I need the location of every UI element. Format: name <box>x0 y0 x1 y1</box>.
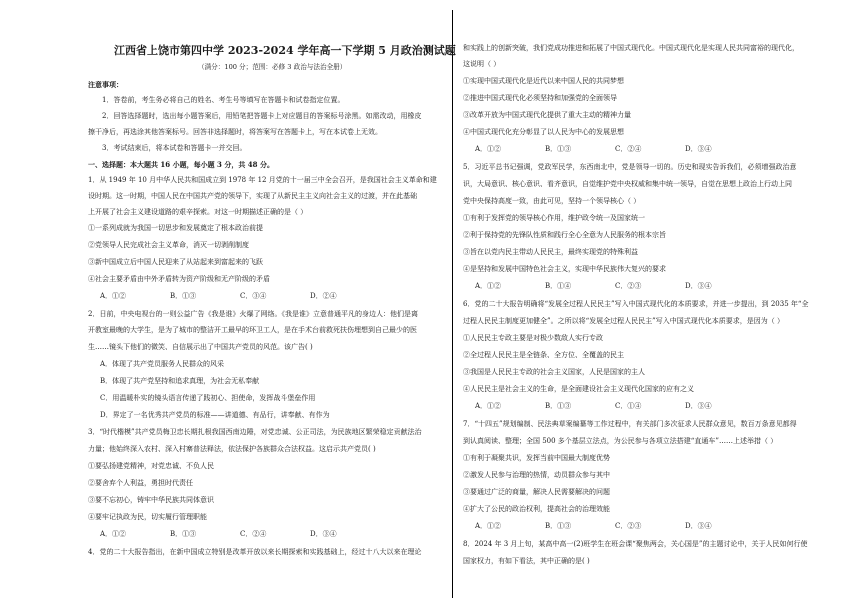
q7-choice: ④扩大了公民的政治权利，提高社会的治理效能 <box>463 505 610 513</box>
q4-choice: ③改革开放为中国式现代化提供了重大主动的精神力量 <box>463 111 631 119</box>
column-divider <box>452 10 453 598</box>
q6-line: 过程人民民主制度更加健全”。之所以将“发展全过程人民民主”写入中国式现代化本质要求，是因为（ ） <box>463 317 784 325</box>
q4-choice: ②推进中国式现代化必须坚持和加强党的全面领导 <box>463 94 617 102</box>
q3-choice: ③要不忘初心，铸牢中华民族共同体意识 <box>88 496 214 504</box>
q4-line: 这说明（ ） <box>463 60 501 68</box>
q4-options <box>475 145 755 154</box>
q6-line: 6．党的二十大报告明确将“发展全过程人民民主”写入中国式现代化的本质要求，并进一步提出，到 2035 年“全 <box>463 300 809 308</box>
q2-line: 2．日前，中央电视台的一则公益广告《我是谁》火爆了网络。《我是谁》立意普通平凡的身边人：他们是离 <box>88 310 418 318</box>
option-b: B．①③ <box>170 530 197 538</box>
q7-choice: ②激发人民参与治理的热情，动员群众参与其中 <box>463 471 610 479</box>
notice-heading: 注意事项： <box>88 80 123 89</box>
q4-choice: ④中国式现代化充分彰显了以人民为中心的发展思想 <box>463 128 624 136</box>
q4-choice: ①实现中国式现代化是近代以来中国人民的共同梦想 <box>463 77 624 85</box>
q3-options <box>100 530 380 539</box>
option-c: C．②③ <box>615 282 642 290</box>
option-a: A．①② <box>475 402 502 410</box>
q5-choice: ①有利于发挥党的领导核心作用，维护政令统一及国家统一 <box>463 214 645 222</box>
q5-line: 识，大局意识、核心意识、看齐意识，自觉维护党中央权威和集中统一领导，自觉在思想上政治上行动上同 <box>463 180 792 188</box>
option-a: A．①② <box>475 522 502 530</box>
q6-choice: ③我国是人民民主专政的社会主义国家，人民是国家的主人 <box>463 368 645 376</box>
q3-choice: ①要弘扬建党精神，对党忠诚、不负人民 <box>88 462 214 470</box>
option-c: C．③④ <box>240 292 267 300</box>
q1-choice: ④社会主要矛盾由中外矛盾转为资产阶级和无产阶级的矛盾 <box>88 275 270 283</box>
q2-option: C．用温暖朴实的镜头语言传递了践初心、担使命，发挥战斗堡垒作用 <box>100 394 316 402</box>
section-heading: 一、选择题：本大题共 16 小题，每小题 3 分，共 48 分。 <box>88 160 274 169</box>
option-c: C．②③ <box>615 522 642 530</box>
q6-options <box>475 402 755 411</box>
q7-choice: ③要通过广泛的商量，解决人民需要解决的问题 <box>463 488 610 496</box>
page-title: 江西省上饶市第四中学 2023-2024 学年高一下学期 5 月政治测试题 <box>114 44 456 57</box>
option-b: B．①③ <box>545 402 572 410</box>
notice-item: 1．答卷前，考生务必将自己的姓名、考生号等填写在答题卡和试卷指定位置。 <box>102 96 345 104</box>
q2-line: 开教室最晚的大学生，是为了城市的整洁开工最早的环卫工人，是在手术台前救死扶伤埋想到自己最少的医 <box>88 326 417 334</box>
q1-choice: ②党领导人民完成社会主义革命，消灭一切剥削制度 <box>88 241 249 249</box>
q2-option: B．体现了共产党坚持和追求真理，为社会无私奉献 <box>100 377 260 385</box>
option-d: D．③④ <box>685 402 712 410</box>
notice-item: 3．考试结束后，将本试卷和答题卡一并交回。 <box>102 144 247 152</box>
q8-line: 国家权力，有如下看法，其中正确的是( ) <box>463 557 590 565</box>
option-b: B．①③ <box>170 292 197 300</box>
q7-options <box>475 522 755 531</box>
option-a: A．①② <box>475 282 502 290</box>
q5-options <box>475 282 755 291</box>
option-a: A．①② <box>475 145 502 153</box>
q3-choice: ②要舍弃个人利益，勇担时代责任 <box>88 479 193 487</box>
q6-choice: ①人民民主专政主要是对极少数敌人实行专政 <box>463 334 603 342</box>
q1-choice: ①一系列成就为我国一切思步和发展奠定了根本政治前提 <box>88 224 263 232</box>
q3-choice: ④要牢记执政为民，切实履行管理职能 <box>88 513 207 521</box>
q2-option: D．界定了一名优秀共产党员的标准——讲道德、有品行，讲奉献、有作为 <box>100 411 330 419</box>
option-b: B．①④ <box>545 282 572 290</box>
q5-choice: ②利于保持党的先锋队性质和践行全心全意为人民服务的根本宗旨 <box>463 231 666 239</box>
option-d: D．③④ <box>310 530 337 538</box>
q5-line: 党中央保持高度一致，由此可见，坚持一个领导核心（ ） <box>463 197 641 205</box>
q5-choice: ③旨在以党内民主带动人民民主，最终实现党的特殊利益 <box>463 248 638 256</box>
q5-choice: ④是坚持和发展中国特色社会主义，实现中华民族伟大复兴的要求 <box>463 265 666 273</box>
option-b: B．①③ <box>545 145 572 153</box>
option-c: C．②④ <box>615 145 642 153</box>
option-d: D．②④ <box>310 292 337 300</box>
option-c: C．①④ <box>615 402 642 410</box>
option-c: C．②④ <box>240 530 267 538</box>
q4-line: 4．党的二十大报告指出，在新中国成立特别是改革开放以来长期探索和实践基础上，经过十八大以来在理论 <box>88 548 422 556</box>
option-a: A．①② <box>100 292 127 300</box>
q1-line: 1．从 1949 年 10 月中华人民共和国成立到 1978 年 12 月党的十一届三中全会召开，是我国社会主义革命和建 <box>88 176 437 184</box>
q8-line: 8．2024 年 3 月上旬，某高中高一(2)班学生在班会课“聚焦两会，关心国是”的主题讨论中，关于人民如何行使 <box>463 540 808 548</box>
option-a: A．①② <box>100 530 127 538</box>
q3-line: 3．“时代楷模”共产党员梅卫忠长期扎根我国西南边陲，对党忠诚、公正司法，为民族地区繁荣稳定贡献法治 <box>88 428 422 436</box>
q6-choice: ②全过程人民民主是全链条、全方位、全覆盖的民主 <box>463 351 624 359</box>
option-b: B．①③ <box>545 522 572 530</box>
q7-choice: ①有利于凝聚共识，发挥当前中国最大制度优势 <box>463 454 610 462</box>
notice-item: 擦干净后，再选涂其他答案标号。回答非选择题时，将答案写在答题卡上，写在本试卷上无效。 <box>88 128 382 136</box>
notice-item: 2．回答选择题时，选出每小题答案后，用铅笔把答题卡上对应题目的答案标号涂黑。如需改动，用橡皮 <box>102 112 422 120</box>
q1-line: 上开展了社会主义建设道路的艰辛探索。对这一时期描述正确的是（ ） <box>88 208 308 216</box>
q4-line: 和实践上的创新突破，我们党成功推进和拓展了中国式现代化。中国式现代化是实现人民共同富裕的现代化， <box>463 44 799 52</box>
q5-line: 5．习近平总书记强调，党政军民学，东西南北中，党是领导一切的。历史和现实告诉我们，必须增强政治意 <box>463 163 797 171</box>
q1-choice: ③新中国成立后中国人民迎来了从站起来到富起来的飞跃 <box>88 258 263 266</box>
option-d: D．③④ <box>685 522 712 530</box>
q6-choice: ④人民民主是社会主义的生命，是全面建设社会主义现代化国家的应有之义 <box>463 385 694 393</box>
q2-line: 生……镜头下他们的微笑、自信展示出了中国共产党员的风范。该广告( ) <box>88 343 313 351</box>
q2-option: A．体现了共产党员服务人民群众的风采 <box>100 360 225 368</box>
option-d: D．③④ <box>685 145 712 153</box>
q1-line: 设时期。这一时期，中国人民在中国共产党的领导下，实现了从新民主主义向社会主义的过渡，并在此基础 <box>88 192 417 200</box>
q7-line: 到认真阅读、整理；全国 500 多个基层立法点，为公民参与各项立法搭建“直通车”……上述举措（ ） <box>463 437 778 445</box>
q1-options <box>100 292 380 301</box>
score-subtitle: （满分：100 分；范围：必修 3 政治与法治全册） <box>198 63 347 71</box>
q7-line: 7．“十四五”规划编制、民法典草案编纂等工作过程中，有关部门多次征求人民群众意见，数百万条意见都得 <box>463 420 797 428</box>
q3-line: 力量；他始终深入农村、深入村寨普法释法，依法保护各族群众合法权益。这启示共产党员( ) <box>88 445 376 453</box>
option-d: D．③④ <box>685 282 712 290</box>
